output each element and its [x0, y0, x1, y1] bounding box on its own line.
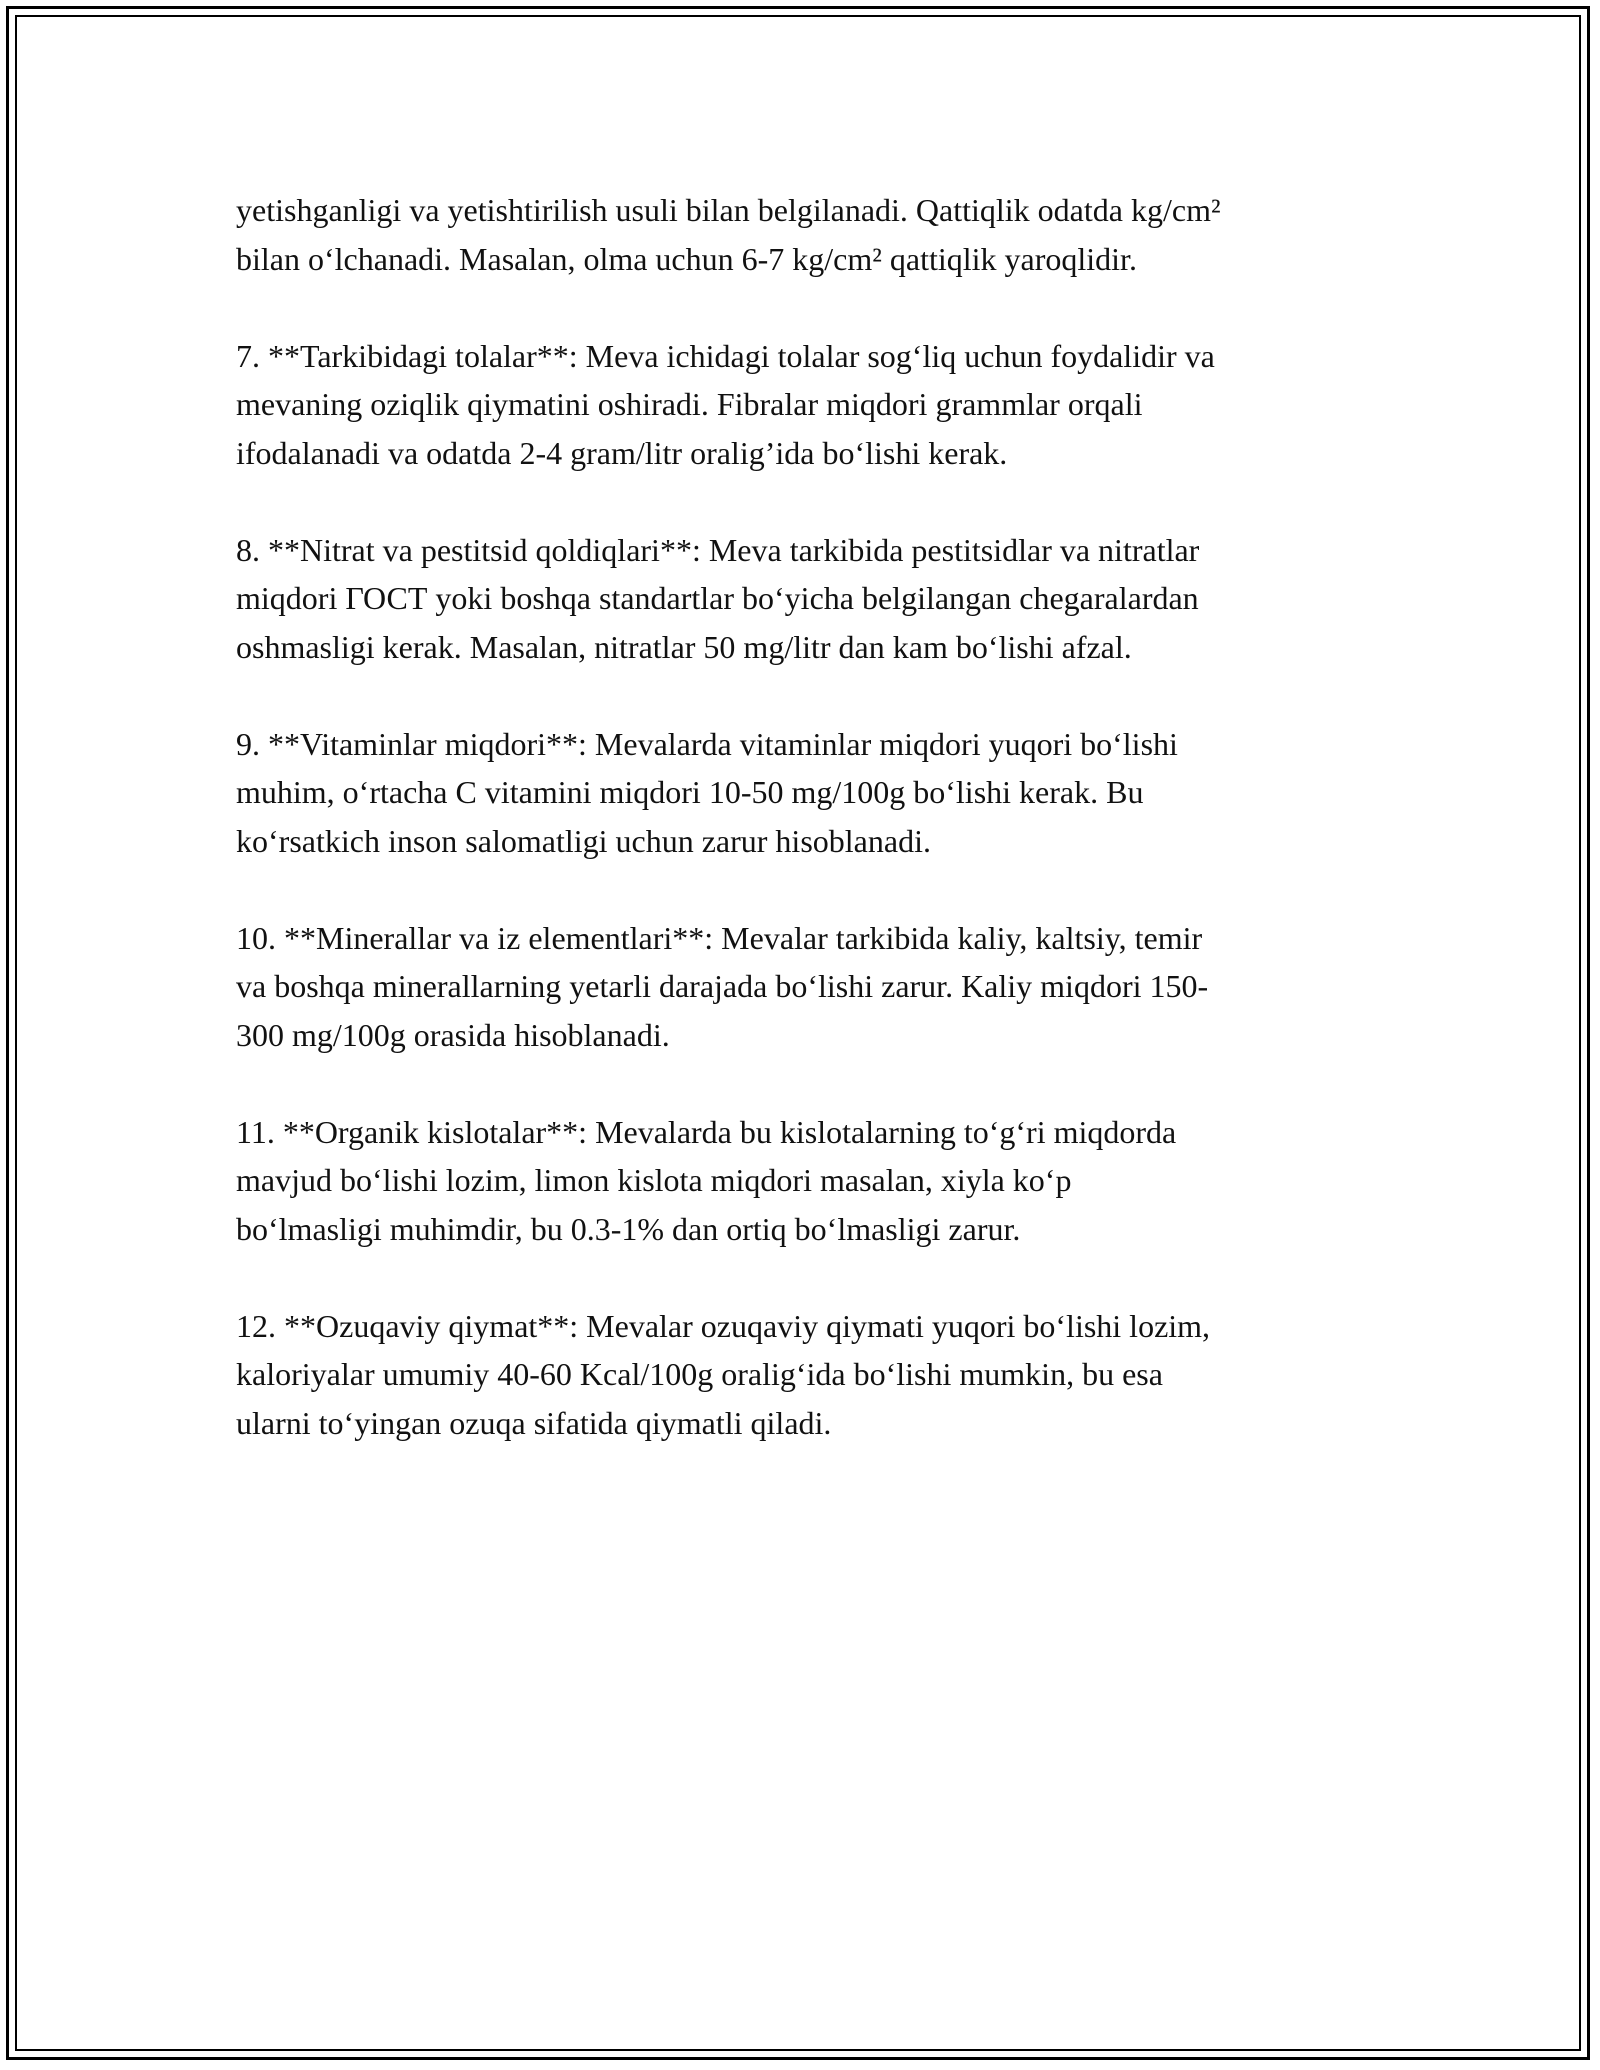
paragraph-nutritional-value: 12. **Ozuqaviy qiymat**: Mevalar ozuqaviy qiymati yuqori boʻlishi lozim, kaloriyalar umumiy 40-60 Kcal/100g oraligʻida boʻlishi mumkin, bu esa ularni toʻyingan ozuqa sifatida qiymatli qiladi.	[236, 1307, 1211, 1441]
paragraph-nitrate-pesticide: 8. **Nitrat va pestitsid qoldiqlari**: Meva tarkibida pestitsidlar va nitratlar miqdori ГОСТ yoki boshqa standartlar boʻyicha belgilangan chegaralardan oshmasligi kerak. Masalan, nitratlar 50 mg/litr dan kam boʻlishi afzal.	[236, 531, 1200, 665]
paragraph-organic-acids: 11. **Organik kislotalar**: Mevalarda bu kislotalarning toʻgʻri miqdorda mavjud boʻlishi lozim, limon kislota miqdori masalan, xiyla koʻp boʻlmasligi muhimdir, bu 0.3-1% dan ortiq boʻlmasligi zarur.	[236, 1113, 1177, 1247]
paragraph-minerals: 10. **Minerallar va iz elementlari**: Mevalar tarkibida kaliy, kaltsiy, temir va boshqa minerallarning yetarli darajada boʻlishi zarur. Kaliy miqdori 150- 300 mg/100g orasida hisoblanadi.	[236, 919, 1209, 1053]
paragraph-firmness-continued: yetishganligi va yetishtirilish usuli bilan belgilanadi. Qattiqlik odatda kg/cm² bilan oʻlchanadi. Masalan, olma uchun 6-7 kg/cm² qattiqlik yaroqlidir.	[236, 192, 1221, 277]
paragraph-vitamins: 9. **Vitaminlar miqdori**: Mevalarda vitaminlar miqdori yuqori boʻlishi muhim, oʻrtacha C vitamini miqdori 10-50 mg/100g boʻlishi kerak. Bu koʻrsatkich inson salomatligi uchun zarur hisoblanadi.	[236, 725, 1178, 859]
paragraph-fibers: 7. **Tarkibidagi tolalar**: Meva ichidagi tolalar sogʻliq uchun foydalidir va mevaning oziqlik qiymatini oshiradi. Fibralar miqdori grammlar orqali ifodalanadi va odatda 2-4 gram/litr oralig’ida boʻlishi kerak.	[236, 337, 1215, 471]
document-body	[236, 186, 1376, 1496]
